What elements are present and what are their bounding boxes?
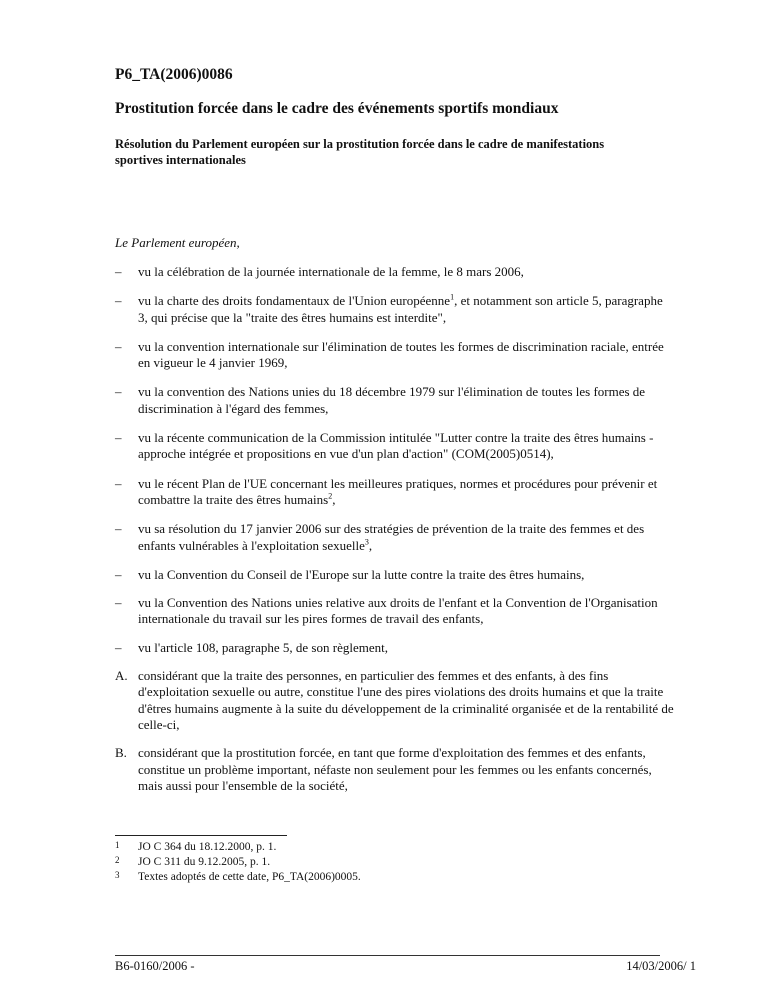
citation-marker: – xyxy=(115,595,122,611)
citation-item xyxy=(115,476,675,509)
document-body xyxy=(115,264,675,794)
citation-item xyxy=(115,640,675,656)
citation-item xyxy=(115,521,675,554)
footnote-text: JO C 364 du 18.12.2000, p. 1. xyxy=(138,841,277,853)
footnote-number: 2 xyxy=(115,855,120,865)
recital-item xyxy=(115,745,675,794)
citation-item xyxy=(115,264,675,280)
citation-item xyxy=(115,430,675,463)
citation-text: , xyxy=(332,491,336,507)
footer-reference: B6-0160/2006 - xyxy=(115,959,195,973)
citation-text: vu l'article 108, paragraphe 5, de son règlement, xyxy=(138,639,388,655)
footnote-number: 3 xyxy=(115,870,120,880)
citation-marker: – xyxy=(115,338,122,354)
recital-text: considérant que la prostitution forcée, en tant que forme d'exploitation des femmes et des enfants, constitue un problème important, néfaste non seulement pour les femmes ou les enfants concernés, mais aussi pour l'ensemble de la société, xyxy=(138,745,652,793)
footer-date-page: 14/03/2006/ 1 xyxy=(626,959,696,973)
citation-marker: – xyxy=(115,566,122,582)
footnote-item xyxy=(115,840,635,855)
recital-text: considérant que la traite des personnes, en particulier des femmes et des enfants, à des fins d'exploitation sexuelle ou autre, constitue l'une des pires violations des droits humains et que la traite d'êtres humains augmente à la suite du développement de la criminalité organisée et de la rentabilité de celle-ci, xyxy=(138,668,674,732)
citation-text: vu sa résolution du 17 janvier 2006 sur des stratégies de prévention de la traite des femmes et des enfants vulnérables à l'exploitation sexuelle xyxy=(138,521,645,553)
citation-marker: – xyxy=(115,264,122,279)
citation-item xyxy=(115,293,675,326)
footnote-divider xyxy=(115,835,287,836)
citation-marker: – xyxy=(115,293,122,309)
citation-text: vu la célébration de la journée internationale de la femme, le 8 mars 2006, xyxy=(138,264,524,279)
recital-marker: A. xyxy=(115,668,128,684)
citation-text: vu la convention internationale sur l'élimination de toutes les formes de discrimination raciale, entrée en vigueur le 4 janvier 1969, xyxy=(138,338,664,371)
footnote-item xyxy=(115,870,635,885)
footnote-item xyxy=(115,855,635,870)
citation-text: vu la Convention du Conseil de l'Europe sur la lutte contre la traite des êtres humains, xyxy=(138,566,585,582)
citation-item xyxy=(115,595,675,628)
citation-item xyxy=(115,339,675,372)
citation-marker: – xyxy=(115,384,122,400)
footnote-reference[interactable]: 2 xyxy=(328,491,333,501)
intro-line: Le Parlement européen, xyxy=(115,235,240,250)
citation-text: vu la Convention des Nations unies relative aux droits de l'enfant et la Convention de l'Organisation internationale du travail sur les pires formes de travail des enfants, xyxy=(138,595,658,627)
citation-text: vu la récente communication de la Commission intitulée "Lutter contre la traite des êtres humains - approche intégrée et propositions en vue d'un plan d'action" (COM(2005)0514), xyxy=(138,430,654,462)
document-subtitle: Résolution du Parlement européen sur la prostitution forcée dans le cadre de manifestations sportives internationales xyxy=(115,137,605,167)
document-id: P6_TA(2006)0086 xyxy=(115,66,233,83)
citation-marker: – xyxy=(115,639,122,655)
citation-item xyxy=(115,567,675,583)
citation-text: vu la convention des Nations unies du 18 décembre 1979 sur l'élimination de toutes les formes de discrimination à l'égard des femmes, xyxy=(138,384,646,416)
footnote-reference[interactable]: 3 xyxy=(364,537,369,547)
footnote-reference[interactable]: 1 xyxy=(450,292,455,302)
footnote-number: 1 xyxy=(115,840,120,850)
citation-marker: – xyxy=(115,475,122,491)
footnotes xyxy=(115,840,635,885)
citation-text: vu la charte des droits fondamentaux de l'Union européenne xyxy=(138,293,451,309)
citation-marker: – xyxy=(115,430,122,446)
recital-item xyxy=(115,668,675,733)
recital-marker: B. xyxy=(115,745,127,761)
document-title: Prostitution forcée dans le cadre des événements sportifs mondiaux xyxy=(115,100,559,117)
footnote-text: Textes adoptés de cette date, P6_TA(2006)0005. xyxy=(138,871,361,883)
citation-text: , et notamment son article 5, paragraphe 3, qui précise que la "traite des êtres humains est interdite", xyxy=(138,293,663,325)
citation-text: vu le récent Plan de l'UE concernant les meilleures pratiques, normes et procédures pour prévenir et combattre la traite des êtres humains xyxy=(138,475,658,507)
citation-item xyxy=(115,384,675,417)
footnote-text: JO C 311 du 9.12.2005, p. 1. xyxy=(138,856,271,868)
citation-text: , xyxy=(368,537,373,553)
footer-divider xyxy=(115,955,660,956)
citation-marker: – xyxy=(115,521,122,537)
